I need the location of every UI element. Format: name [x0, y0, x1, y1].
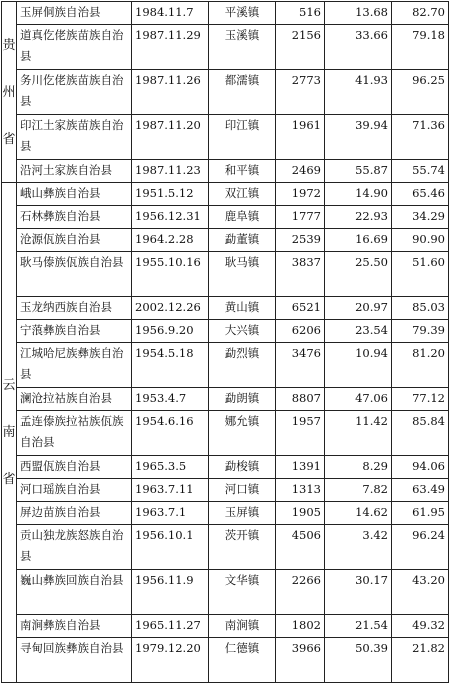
established-date-cell: 1956.12.31	[132, 206, 209, 229]
percentage-cell: 79.18	[392, 25, 449, 70]
table-row	[2, 229, 449, 252]
county-name-cell: 峨山彝族自治县	[17, 183, 132, 206]
percentage-cell: 77.12	[392, 388, 449, 411]
county-name-cell: 寻甸回族彝族自治县	[17, 638, 132, 683]
established-date-cell: 1953.4.7	[132, 388, 209, 411]
province-label	[2, 2, 17, 183]
county-name-cell: 澜沧拉祜族自治县	[17, 388, 132, 411]
population-cell: 14.62	[325, 502, 392, 525]
population-cell: 55.87	[325, 160, 392, 183]
county-name-cell: 玉屏侗族自治县	[17, 2, 132, 25]
county-name-cell: 务川仡佬族苗族自治县	[17, 70, 132, 115]
established-date-cell: 1987.11.26	[132, 70, 209, 115]
established-date-cell: 1956.9.20	[132, 320, 209, 343]
established-date-cell: 1964.2.28	[132, 229, 209, 252]
population-cell: 10.94	[325, 343, 392, 388]
area-cell: 2539	[276, 229, 325, 252]
province-label-char: 贵	[2, 37, 16, 53]
county-name-cell: 印江土家族苗族自治县	[17, 115, 132, 160]
county-seat-cell: 耿马镇	[209, 252, 276, 297]
population-cell: 25.50	[325, 252, 392, 297]
percentage-cell: 71.36	[392, 115, 449, 160]
county-name-cell: 玉龙纳西族自治县	[17, 297, 132, 320]
table-row	[2, 115, 449, 160]
county-seat-cell: 鹿阜镇	[209, 206, 276, 229]
area-cell: 1777	[276, 206, 325, 229]
county-name-cell: 宁蒗彝族自治县	[17, 320, 132, 343]
county-name-cell: 河口瑶族自治县	[17, 479, 132, 502]
table-row	[2, 183, 449, 206]
established-date-cell: 1954.6.16	[132, 411, 209, 456]
county-seat-cell: 南涧镇	[209, 615, 276, 638]
county-seat-cell: 和平镇	[209, 160, 276, 183]
percentage-cell: 21.82	[392, 638, 449, 683]
percentage-cell: 85.03	[392, 297, 449, 320]
province-label	[2, 183, 17, 683]
table-row	[2, 638, 449, 683]
population-cell: 20.97	[325, 297, 392, 320]
area-cell: 6521	[276, 297, 325, 320]
table-row	[2, 456, 449, 479]
table-row	[2, 70, 449, 115]
population-cell: 30.17	[325, 570, 392, 615]
established-date-cell: 1987.11.23	[132, 160, 209, 183]
established-date-cell: 2002.12.26	[132, 297, 209, 320]
percentage-cell: 96.24	[392, 525, 449, 570]
population-cell: 50.39	[325, 638, 392, 683]
table-row	[2, 502, 449, 525]
table-row	[2, 343, 449, 388]
percentage-cell: 63.49	[392, 479, 449, 502]
population-cell: 16.69	[325, 229, 392, 252]
percentage-cell: 49.32	[392, 615, 449, 638]
area-cell: 1313	[276, 479, 325, 502]
established-date-cell: 1955.10.16	[132, 252, 209, 297]
established-date-cell: 1951.5.12	[132, 183, 209, 206]
established-date-cell: 1963.7.1	[132, 502, 209, 525]
county-seat-cell: 都濡镇	[209, 70, 276, 115]
percentage-cell: 96.25	[392, 70, 449, 115]
established-date-cell: 1979.12.20	[132, 638, 209, 683]
population-cell: 33.66	[325, 25, 392, 70]
county-name-cell: 孟连傣族拉祜族佤族自治县	[17, 411, 132, 456]
county-name-cell: 江城哈尼族彝族自治县	[17, 343, 132, 388]
population-cell: 23.54	[325, 320, 392, 343]
percentage-cell: 51.60	[392, 252, 449, 297]
area-cell: 1957	[276, 411, 325, 456]
county-name-cell: 沿河土家族自治县	[17, 160, 132, 183]
county-seat-cell: 勐烈镇	[209, 343, 276, 388]
county-seat-cell: 双江镇	[209, 183, 276, 206]
area-cell: 1961	[276, 115, 325, 160]
table-body	[2, 2, 449, 683]
percentage-cell: 55.74	[392, 160, 449, 183]
population-cell: 11.42	[325, 411, 392, 456]
area-cell: 2266	[276, 570, 325, 615]
established-date-cell: 1965.11.27	[132, 615, 209, 638]
county-seat-cell: 黄山镇	[209, 297, 276, 320]
table-row	[2, 297, 449, 320]
area-cell: 6206	[276, 320, 325, 343]
table-row	[2, 479, 449, 502]
established-date-cell: 1987.11.20	[132, 115, 209, 160]
table-row	[2, 570, 449, 615]
established-date-cell: 1956.10.1	[132, 525, 209, 570]
province-label-char: 省	[2, 472, 16, 487]
population-cell: 47.06	[325, 388, 392, 411]
population-cell: 39.94	[325, 115, 392, 160]
table-row	[2, 388, 449, 411]
population-cell: 22.93	[325, 206, 392, 229]
area-cell: 516	[276, 2, 325, 25]
table-row	[2, 2, 449, 25]
county-name-cell: 沧源佤族自治县	[17, 229, 132, 252]
table-row	[2, 525, 449, 570]
percentage-cell: 82.70	[392, 2, 449, 25]
county-name-cell: 巍山彝族回族自治县	[17, 570, 132, 615]
county-seat-cell: 玉溪镇	[209, 25, 276, 70]
area-cell: 2156	[276, 25, 325, 70]
county-name-cell: 道真仡佬族苗族自治县	[17, 25, 132, 70]
county-name-cell: 屏边苗族自治县	[17, 502, 132, 525]
area-cell: 3966	[276, 638, 325, 683]
table-row	[2, 411, 449, 456]
county-name-cell: 耿马傣族佤族自治县	[17, 252, 132, 297]
county-seat-cell: 茨开镇	[209, 525, 276, 570]
percentage-cell: 79.39	[392, 320, 449, 343]
population-cell: 21.54	[325, 615, 392, 638]
population-cell: 41.93	[325, 70, 392, 115]
county-name-cell: 南涧彝族自治县	[17, 615, 132, 638]
population-cell: 13.68	[325, 2, 392, 25]
autonomous-county-table	[1, 1, 449, 683]
county-seat-cell: 河口镇	[209, 479, 276, 502]
area-cell: 3837	[276, 252, 325, 297]
county-name-cell: 西盟佤族自治县	[17, 456, 132, 479]
county-seat-cell: 印江镇	[209, 115, 276, 160]
county-name-cell: 石林彝族自治县	[17, 206, 132, 229]
area-cell: 1802	[276, 615, 325, 638]
area-cell: 1905	[276, 502, 325, 525]
area-cell: 8807	[276, 388, 325, 411]
table-row	[2, 206, 449, 229]
area-cell: 2469	[276, 160, 325, 183]
population-cell: 14.90	[325, 183, 392, 206]
area-cell: 2773	[276, 70, 325, 115]
county-name-cell: 贡山独龙族怒族自治县	[17, 525, 132, 570]
province-label-char: 州	[2, 84, 16, 100]
population-cell: 3.42	[325, 525, 392, 570]
table-row	[2, 160, 449, 183]
established-date-cell: 1954.5.18	[132, 343, 209, 388]
population-cell: 7.82	[325, 479, 392, 502]
established-date-cell: 1984.11.7	[132, 2, 209, 25]
established-date-cell: 1987.11.29	[132, 25, 209, 70]
area-cell: 1972	[276, 183, 325, 206]
county-seat-cell: 大兴镇	[209, 320, 276, 343]
table-row	[2, 25, 449, 70]
area-cell: 4506	[276, 525, 325, 570]
table-row	[2, 252, 449, 297]
county-seat-cell: 仁德镇	[209, 638, 276, 683]
province-label-char: 南	[2, 425, 16, 440]
county-seat-cell: 文华镇	[209, 570, 276, 615]
county-seat-cell: 玉屏镇	[209, 502, 276, 525]
table-row	[2, 320, 449, 343]
percentage-cell: 81.20	[392, 343, 449, 388]
county-seat-cell: 勐梭镇	[209, 456, 276, 479]
established-date-cell: 1965.3.5	[132, 456, 209, 479]
area-cell: 3476	[276, 343, 325, 388]
percentage-cell: 34.29	[392, 206, 449, 229]
percentage-cell: 43.20	[392, 570, 449, 615]
percentage-cell: 61.95	[392, 502, 449, 525]
county-seat-cell: 平溪镇	[209, 2, 276, 25]
county-seat-cell: 娜允镇	[209, 411, 276, 456]
population-cell: 8.29	[325, 456, 392, 479]
area-cell: 1391	[276, 456, 325, 479]
percentage-cell: 90.90	[392, 229, 449, 252]
table-row	[2, 615, 449, 638]
province-label-char: 云	[2, 378, 16, 393]
percentage-cell: 65.46	[392, 183, 449, 206]
percentage-cell: 94.06	[392, 456, 449, 479]
county-seat-cell: 勐董镇	[209, 229, 276, 252]
established-date-cell: 1963.7.11	[132, 479, 209, 502]
county-seat-cell: 勐朗镇	[209, 388, 276, 411]
percentage-cell: 85.84	[392, 411, 449, 456]
province-label-char: 省	[2, 131, 16, 147]
established-date-cell: 1956.11.9	[132, 570, 209, 615]
